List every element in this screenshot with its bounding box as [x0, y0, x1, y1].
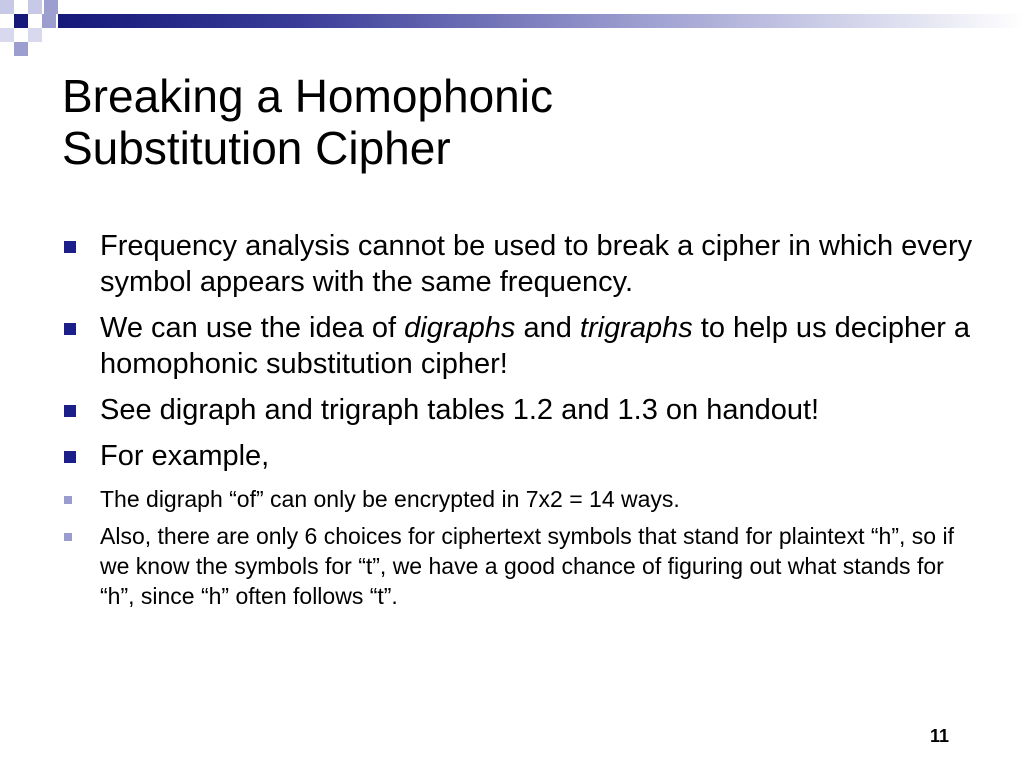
- sub-bullet-text: The digraph “of” can only be encrypted in 7x2 = 14 ways.: [100, 486, 680, 512]
- page-number: 11: [930, 726, 950, 746]
- bullet-item: [62, 310, 982, 382]
- decor-square: [0, 0, 14, 14]
- decorative-header-bar: [0, 0, 1024, 28]
- title-line-2: Substitution Cipher: [62, 122, 451, 174]
- decor-square: [14, 14, 28, 28]
- bullet-text: Frequency analysis cannot be used to break a cipher in which every symbol appears with the same frequency.: [100, 230, 973, 298]
- sub-bullet-text: Also, there are only 6 choices for ciphertext symbols that stand for plaintext “h”, so if we know the symbols for “t”, we have a good chance of figuring out what stands for “h”, since “h” often follows “t”.: [100, 523, 954, 609]
- small-square-bullet-icon: [64, 496, 72, 504]
- decor-square: [28, 0, 42, 14]
- decor-square: [14, 42, 28, 56]
- decor-square: [42, 14, 56, 28]
- sub-bullet-item: [62, 521, 982, 611]
- bullet-item: [62, 228, 982, 300]
- decor-square: [0, 28, 14, 42]
- decor-square: [44, 0, 58, 14]
- bullet-item: [62, 392, 982, 428]
- square-bullet-icon: [64, 241, 76, 253]
- bullet-text: See digraph and trigraph tables 1.2 and 1.3 on handout!: [100, 394, 820, 426]
- bullet-text-mid: and: [515, 312, 580, 344]
- bullet-text: For example,: [100, 440, 270, 472]
- bullet-text-post: to help us decipher a homophonic substitution cipher!: [100, 312, 971, 380]
- emphasis-digraphs: digraphs: [404, 312, 516, 344]
- slide-title: [62, 70, 962, 174]
- bullet-list: [62, 228, 982, 618]
- square-bullet-icon: [64, 451, 76, 463]
- square-bullet-icon: [64, 323, 76, 335]
- emphasis-trigraphs: trigraphs: [579, 312, 693, 344]
- square-bullet-icon: [64, 405, 76, 417]
- title-line-1: Breaking a Homophonic: [62, 70, 553, 122]
- small-square-bullet-icon: [64, 533, 72, 541]
- bullet-text-pre: We can use the idea of: [100, 312, 405, 344]
- sub-bullet-item: [62, 484, 982, 514]
- bullet-item: [62, 438, 982, 474]
- decor-square: [28, 28, 42, 42]
- header-gradient-band: [58, 14, 1024, 28]
